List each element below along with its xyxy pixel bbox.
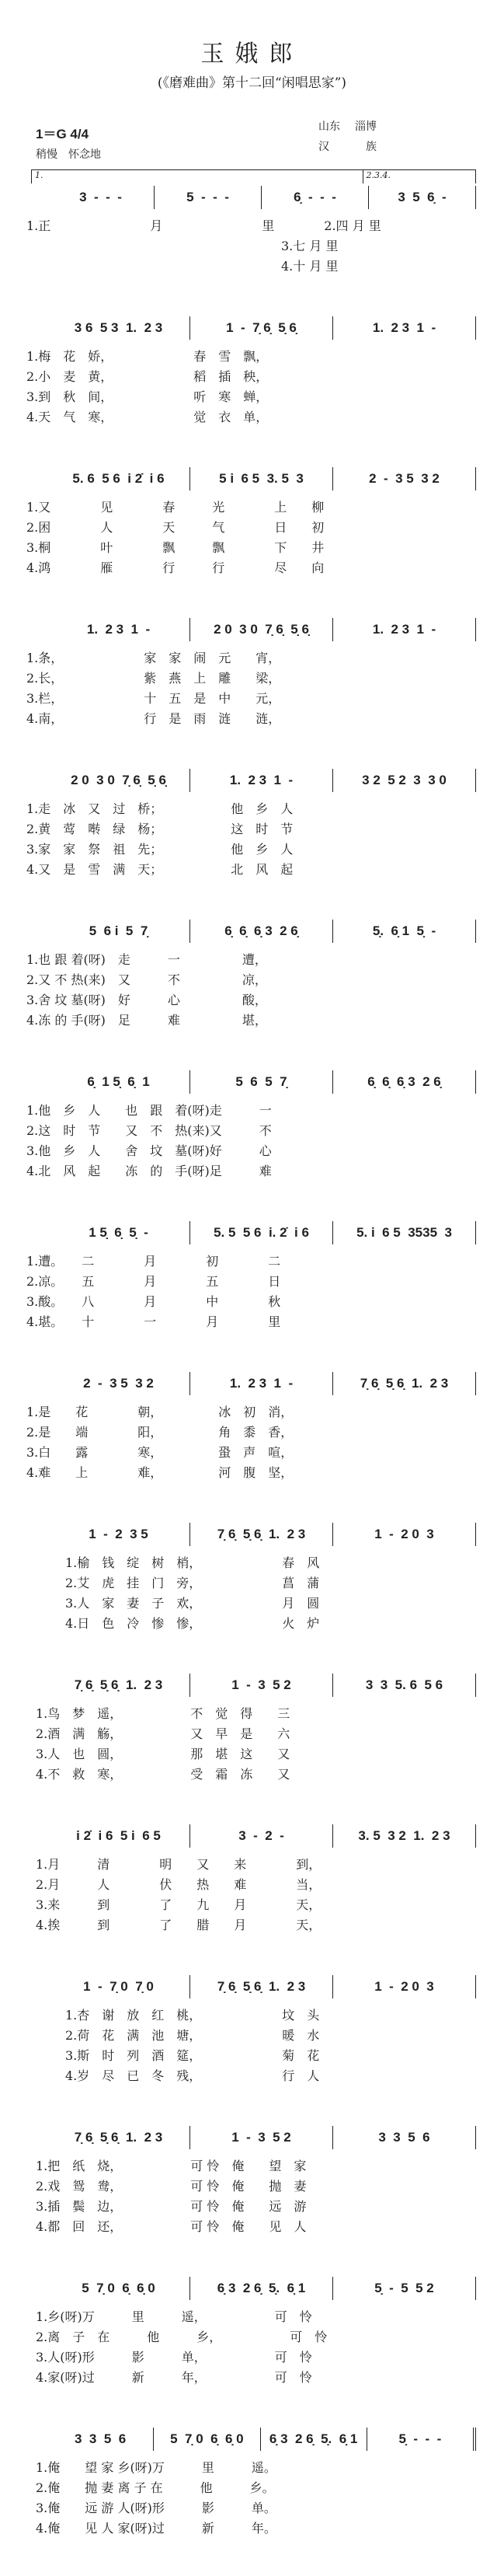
score-system [0, 1973, 504, 2086]
measure: 1 - 3 5 2 [190, 2126, 333, 2149]
score-system [0, 616, 504, 729]
song-title: 玉娥郎 [200, 40, 304, 68]
origin-city: 淄博 [355, 120, 377, 133]
lyric-verse-line: 3.人 家 妻 子 欢， 月 圆 [65, 1596, 320, 1611]
lyric-verse-line: 3.舍 坟 墓(呀) 好 心 酸， [26, 993, 267, 1007]
lyric-verse-line: 3.白 露 寒， 蛩 声 喧， [26, 1445, 294, 1460]
notation-row [47, 917, 476, 945]
key-signature: 1＝G 4/4 [36, 127, 89, 141]
lyric-verse-line: 4.南， 行 是 雨 涟 涟， [26, 711, 281, 726]
lyrics-block [0, 347, 504, 428]
lyric-verse-line: 3.家 家 祭 祖 先； 他 乡 人 [26, 842, 294, 857]
lyric-verse-line: 4.又 是 雪 满 天； 北 风 起 [26, 862, 294, 877]
measure: 5 - - - [155, 186, 262, 209]
measure: 6̣ 3 2 6̣ 5̣. 6̣ 1 [190, 2277, 333, 2300]
lyric-verse-line: 1.梅 花 娇， 春 雪 飘， [26, 349, 269, 364]
notation-row [47, 1822, 476, 1850]
lyric-verse-line: 4.难 上 难， 河 腹 坚， [26, 1465, 294, 1480]
lyric-verse-line: 2.是 端 阳， 角 黍 香， [26, 1425, 294, 1440]
lyric-verse-line: 3.人(呀)形 影 单， 可 怜 [36, 2350, 312, 2365]
score-system [0, 2124, 504, 2237]
lyric-verse-line: 3.他 乡 人 舍 坟 墓(呀)好 心 [26, 1143, 272, 1158]
measure: 6̣ 1 5̣ 6̣ 1 [47, 1070, 190, 1094]
score-system [0, 465, 504, 578]
lyric-verse-line: 4.不 救 寒， 受 霜 冻 又 [36, 1767, 290, 1782]
notation-row [47, 314, 476, 342]
measure: 6̣ - - - [262, 186, 369, 209]
measure: 7̣ 6̣ 5̣ 6̣ 1. 2 3 [190, 1975, 333, 1998]
lyric-verse-line: 3.桐 叶 飘 飘 下 井 [26, 540, 325, 555]
lyric-verse-line: 4.岁 尽 已 冬 残， 行 人 [65, 2068, 320, 2083]
lyric-verse-line: 1.正 月 里 2.四 月 里 [26, 218, 381, 233]
score-system [0, 766, 504, 880]
score-system [0, 2425, 504, 2539]
lyric-verse-line: 4.十 月 里 [281, 259, 339, 274]
lyric-verse-line: 1.鸟 梦 遥， 不 觉 得 三 [36, 1706, 290, 1721]
measure: 5 6 i 5 7̣ [47, 920, 190, 943]
origin-province: 山东 [318, 120, 340, 133]
measure: 7̣ 6̣ 5̣ 6̣ 1. 2 3 [47, 2126, 190, 2149]
measure: 7̣ 6̣ 5̣ 6̣ 1. 2 3 [333, 1372, 476, 1395]
lyric-verse-line: 2.长， 紫 燕 上 雕 梁， [26, 671, 281, 686]
notation-row [47, 616, 476, 644]
lyric-verse-line: 1.他 乡 人 也 跟 着(呀)走 一 [26, 1103, 272, 1118]
lyric-verse-line: 2.艾 虎 挂 门 旁， 菖 蒲 [65, 1576, 320, 1590]
notation-row [47, 766, 476, 794]
lyrics-block [0, 950, 504, 1031]
lyrics-block [0, 1402, 504, 1483]
lyric-verse-line: 2.戏 鸳 鸯， 可 怜 俺 抛 妻 [36, 2179, 307, 2194]
lyric-verse-line: 1.乡(呀)万 里 遥， 可 怜 [36, 2309, 312, 2324]
measure: 1 - 7̣ 0 7̣ 0 [47, 1975, 190, 1998]
lyrics-block [0, 799, 504, 880]
measure: 5̣ - - - [367, 2428, 476, 2451]
lyric-verse-line: 4.鸿 雁 行 行 尽 向 [26, 560, 325, 575]
measure: 2 - 3 5 3 2 [47, 1372, 190, 1395]
lyric-verse-line: 3.插 鬓 边， 可 怜 俺 远 游 [36, 2199, 307, 2214]
measure: 1. 2 3 1 - [333, 618, 476, 641]
lyric-verse-line: 1.也 跟 着(呀) 走 一 遭， [26, 952, 267, 967]
measure: 3 - 2 - [190, 1824, 333, 1848]
measure: 5 6 5 7̣ [190, 1070, 333, 1094]
notation-row [47, 1219, 476, 1247]
lyrics-block [0, 2005, 504, 2086]
score-system [0, 917, 504, 1031]
lyric-verse-line: 2.月 人 伏 热 难 当， [36, 1877, 322, 1892]
score-system [0, 1520, 504, 1634]
measure: 6̣ 6̣ 6̣ 3 2 6̣ [190, 920, 333, 943]
lyric-verse-line: 1.月 清 明 又 来 到， [36, 1857, 322, 1872]
score-system [0, 1822, 504, 1935]
lyric-verse-line: 2.酒 满 觞， 又 早 是 六 [36, 1726, 290, 1741]
score-system [0, 314, 504, 428]
measure: 5 i 6 5 3. 5 3 [190, 467, 333, 490]
score-system [0, 169, 504, 277]
score [0, 169, 504, 2576]
measure: 1 - 3 5 2 [190, 1674, 333, 1697]
measure: 5. 5 5 6 i. 2̇ i 6 [190, 1221, 333, 1244]
lyrics-block [0, 1101, 504, 1182]
score-system [0, 2274, 504, 2388]
lyric-verse-line: 3.栏， 十 五 是 中 元， [26, 691, 281, 706]
score-system [0, 1370, 504, 1483]
lyric-verse-line: 4.日 色 冷 惨 惨， 火 炉 [65, 1616, 320, 1631]
measure: 5. 6 5 6 i 2̇ i 6 [47, 467, 190, 490]
measure: 1 - 7̣ 6̣ 5̣ 6̣ [190, 316, 333, 340]
lyric-verse-line: 2.俺 抛 妻 离 子 在 他 乡。 [36, 2480, 275, 2495]
lyric-verse-line: 4.挨 到 了 腊 月 天， [36, 1918, 322, 1932]
lyric-verse-line: 4.俺 见 人 家(呀)过 新 年。 [36, 2521, 276, 2536]
lyric-verse-line: 4.北 风 起 冻 的 手(呀)足 难 [26, 1164, 272, 1178]
score-system [0, 1068, 504, 1182]
measure: 6̣ 6̣ 6̣ 3 2 6̣ [333, 1070, 476, 1094]
measure: 3 3 5 6 [47, 2428, 154, 2451]
measure: 1. 2 3 1 - [333, 316, 476, 340]
measure: 1 5̣ 6̣ 5̣ - [47, 1221, 190, 1244]
notation-row [47, 2274, 476, 2302]
lyric-verse-line: 2.小 麦 黄， 稻 插 秧， [26, 369, 269, 384]
lyrics-block [0, 497, 504, 578]
lyric-verse-line: 1.条， 家 家 闹 元 宵， [26, 651, 281, 665]
measure: 1 - 2 3 5 [47, 1523, 190, 1546]
measure: 3 - - - [47, 186, 155, 209]
lyrics-block [0, 1704, 504, 1785]
lyrics-block [0, 1855, 504, 1935]
notation-row [47, 1973, 476, 2001]
measure: 2 0 3 0 7̣ 6̣ 5̣ 6̣ [190, 618, 333, 641]
lyric-verse-line: 1.遭。 二 月 初 二 [26, 1254, 281, 1269]
lyric-verse-line: 4.家(呀)过 新 年， 可 怜 [36, 2370, 312, 2385]
notation-row [47, 1370, 476, 1398]
lyric-verse-line: 4.冻 的 手(呀) 足 难 堪， [26, 1013, 267, 1028]
measure: 3 3 5 6 [333, 2126, 476, 2149]
lyrics-block [0, 216, 504, 277]
lyrics-block [0, 1553, 504, 1634]
lyric-verse-line: 1.把 纸 烧， 可 怜 俺 望 家 [36, 2159, 307, 2173]
measure: 7̣ 6̣ 5̣ 6̣ 1. 2 3 [47, 1674, 190, 1697]
measure: 5̣ - 5 5 2 [333, 2277, 476, 2300]
tempo-marking: 稍慢 怀念地 [36, 148, 101, 161]
lyric-verse-line: 3.来 到 了 九 月 天， [36, 1897, 322, 1912]
lyric-verse-line: 3.斯 时 列 酒 筵， 菊 花 [65, 2048, 320, 2063]
lyric-verse-line: 1.榆 钱 绽 树 梢， 春 风 [65, 1555, 320, 1570]
volta-bracket [31, 169, 476, 183]
song-origin [318, 117, 377, 157]
measure: 3 6 5 3 1. 2 3 [47, 316, 190, 340]
score-system [0, 1219, 504, 1332]
lyric-verse-line: 1.俺 望 家 乡(呀)万 里 遥。 [36, 2460, 276, 2475]
lyric-verse-line: 1.又 见 春 光 上 柳 [26, 500, 325, 515]
measure: 7̣ 6̣ 5̣ 6̣ 1. 2 3 [190, 1523, 333, 1546]
lyric-verse-line: 2.又 不 热(来) 又 不 凉， [26, 972, 267, 987]
lyric-verse-line: 2.荷 花 满 池 塘， 暖 水 [65, 2028, 320, 2043]
lyric-verse-line: 2.这 时 节 又 不 热(来)又 不 [26, 1123, 272, 1138]
lyric-verse-line: 3.七 月 里 [281, 239, 339, 253]
volta-first: 1. [31, 169, 363, 183]
measure: 3. 5 3 2 1. 2 3 [333, 1824, 476, 1848]
measure: 2 0 3 0 7̣ 6̣ 5̣ 6̣ [47, 769, 190, 792]
measure: i 2̇ i 6 5 i 6 5 [47, 1824, 190, 1848]
measure: 1. 2 3 1 - [190, 1372, 333, 1395]
origin-people-1: 汉 [318, 141, 329, 153]
measure: 3 3 5. 6 5 6 [333, 1674, 476, 1697]
measure: 5̣. 6̣ 1 5̣ - [333, 920, 476, 943]
volta-second: 2.3.4. [363, 169, 477, 183]
lyric-verse-line: 2.离 子 在 他 乡， 可 怜 [36, 2330, 328, 2344]
measure: 1 - 2 0 3 [333, 1523, 476, 1546]
lyric-verse-line: 3.俺 远 游 人(呀)形 影 单。 [36, 2501, 276, 2515]
measure: 3 2 5 2 3 3 0 [333, 769, 476, 792]
measure: 5. i 6 5 3535 3 [333, 1221, 476, 1244]
lyric-verse-line: 1.走 冰 又 过 桥； 他 乡 人 [26, 801, 294, 816]
lyric-verse-line: 2.凉。 五 月 五 日 [26, 1274, 281, 1289]
lyrics-block [0, 2307, 504, 2388]
lyric-verse-line: 1.杏 谢 放 红 桃， 坟 头 [65, 2008, 320, 2023]
lyric-verse-line: 1.是 花 朝， 冰 初 消， [26, 1405, 294, 1419]
origin-people-2: 族 [366, 141, 377, 153]
notation-row [47, 2425, 476, 2453]
lyrics-block [0, 2156, 504, 2237]
measure: 6̣ 3 2 6̣ 5̣. 6̣ 1 [261, 2428, 367, 2451]
measure: 1 - 2 0 3 [333, 1975, 476, 1998]
lyrics-block [0, 2458, 504, 2539]
notation-row [47, 1520, 476, 1548]
measure: 2 - 3 5 3 2 [333, 467, 476, 490]
lyric-verse-line: 4.都 回 还， 可 怜 俺 见 人 [36, 2219, 307, 2234]
lyric-verse-line: 4.堪。 十 一 月 里 [26, 1314, 281, 1329]
measure: 5 7̣ 0 6̣ 6̣ 0 [154, 2428, 260, 2451]
measure: 5 7̣ 0 6̣ 6̣ 0 [47, 2277, 190, 2300]
measure: 1. 2 3 1 - [190, 769, 333, 792]
lyrics-block [0, 648, 504, 729]
lyric-verse-line: 3.人 也 圆， 那 堪 这 又 [36, 1747, 290, 1761]
notation-row [47, 465, 476, 493]
lyric-verse-line: 3.到 秋 间， 听 寒 蝉， [26, 389, 269, 404]
lyric-verse-line: 2.困 人 天 气 日 初 [26, 520, 325, 535]
lyrics-block [0, 1251, 504, 1332]
lyric-verse-line: 4.天 气 寒， 觉 衣 单， [26, 410, 269, 424]
notation-row [47, 183, 476, 211]
measure: 3 5 6̣ - [369, 186, 476, 209]
song-subtitle: (《磨难曲》第十二回“闲唱思家”) [157, 75, 347, 91]
measure: 1. 2 3 1 - [47, 618, 190, 641]
notation-row [47, 1671, 476, 1699]
notation-row [47, 2124, 476, 2152]
lyric-verse-line: 2.黄 莺 啭 绿 杨； 这 时 节 [26, 822, 294, 836]
score-system [0, 1671, 504, 1785]
notation-row [47, 1068, 476, 1096]
lyric-verse-line: 3.酸。 八 月 中 秋 [26, 1294, 281, 1309]
